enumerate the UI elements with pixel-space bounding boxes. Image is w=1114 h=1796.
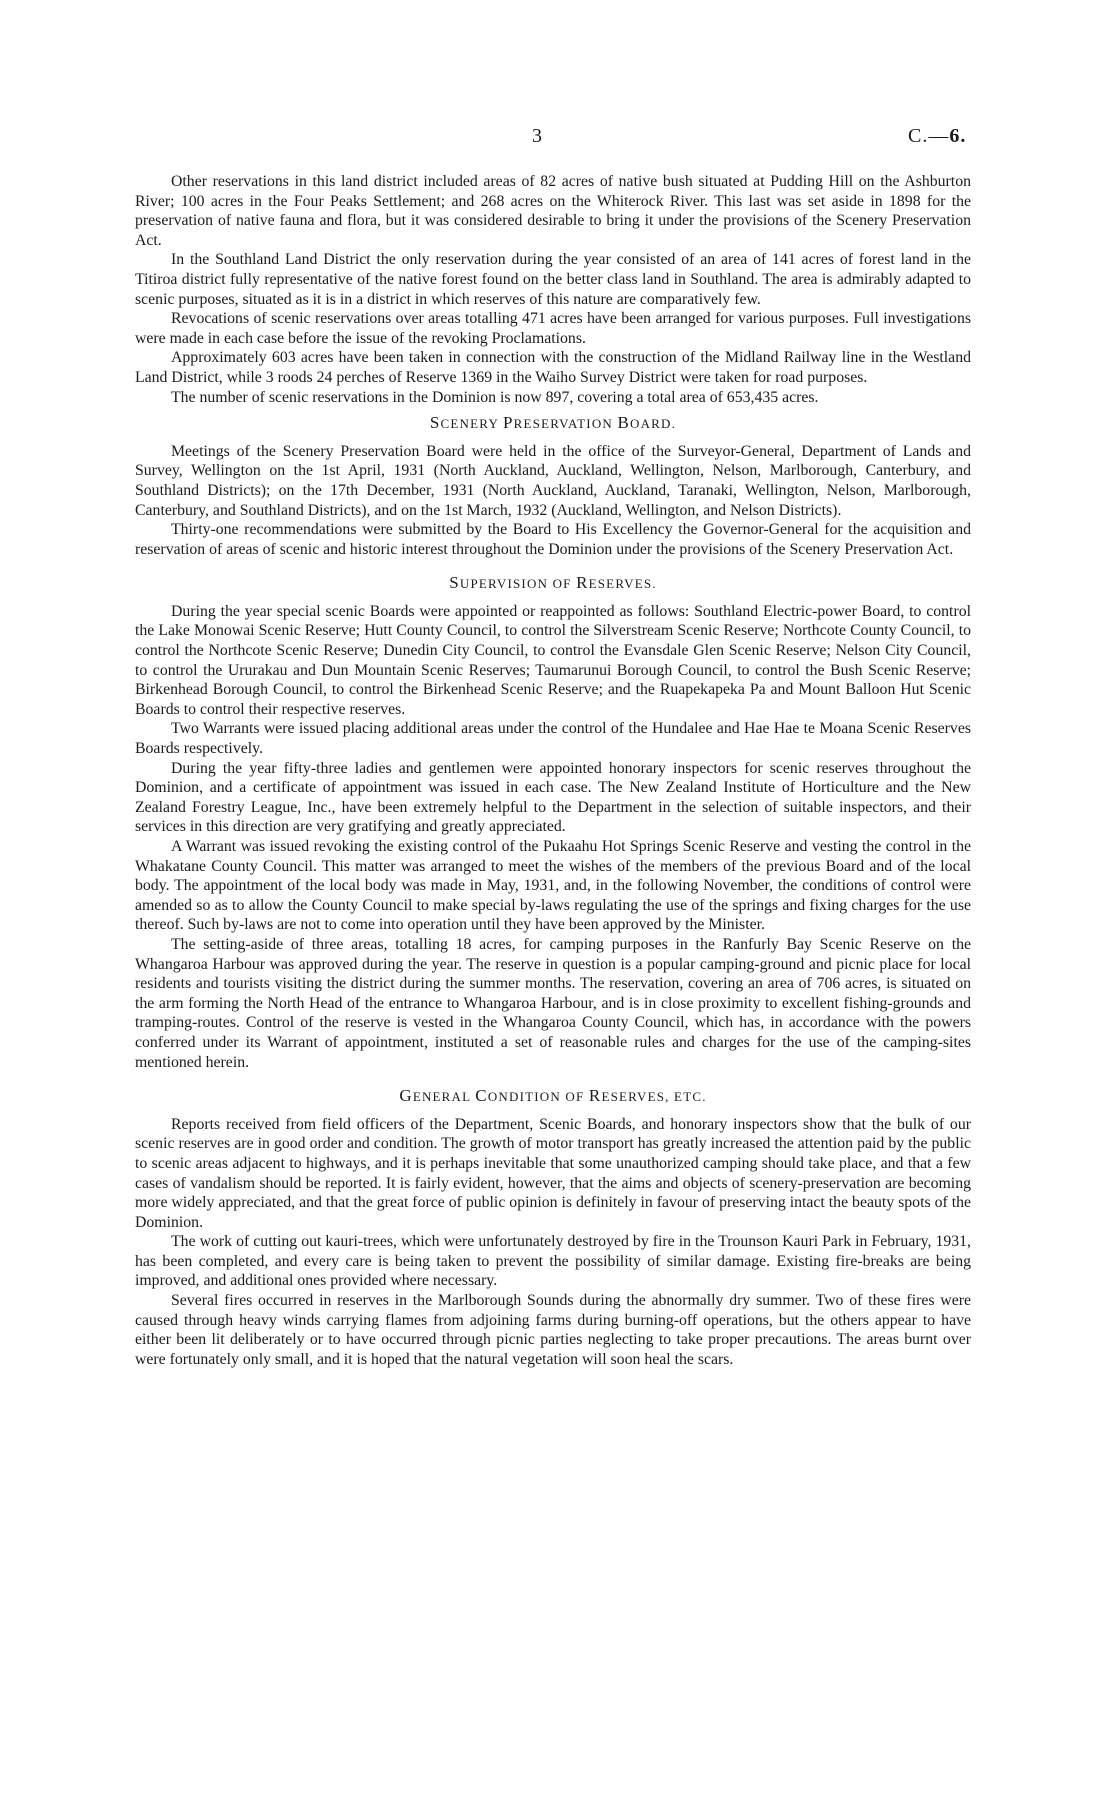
body-paragraph: The number of scenic reservations in the Dominion is now 897, covering a total area of 653,435 acres. xyxy=(171,388,819,406)
body-paragraph: Other reservations in this land district included areas of 82 acres of native bush situated at Pudding Hill on the Ashburton River; 100 acres in the Four Peaks Settlement; and 268 acres on the Whiterock River. This last was set aside in 1898 for the preservation of native fauna and flora, but it was considered desirable to bring it under the provisions of the Scenery Preservation Act. xyxy=(135,173,971,249)
page-number: 3 xyxy=(532,125,542,147)
body-paragraph: A Warrant was issued revoking the existing control of the Pukaahu Hot Springs Scenic Reserve and vesting the control in the Whakatane County Council. This matter was arranged to meet the wishes of the members of the previous Board and of the local body. The appointment of the local body was made in May, 1931, and, in the following November, the conditions of control were amended so as to allow the County Council to make special by-laws regulating the use of the springs and fixing charges for the use thereof. Such by-laws are not to come into operation until they have been approved by the Minister. xyxy=(135,838,971,934)
document-reference xyxy=(908,125,966,148)
body-paragraph: The setting-aside of three areas, totalling 18 acres, for camping purposes in the Ranfurly Bay Scenic Reserve on the Whangaroa Harbour was approved during the year. The reserve in question is a popular camping-ground and picnic place for local residents and tourists visiting the district during the summer months. The reservation, covering an area of 706 acres, is situated on the arm forming the North Head of the entrance to Whangaroa Harbour, and is in close proximity to excellent fishing-grounds and tramping-routes. Control of the reserve is vested in the Whangaroa County Council, which has, in accordance with the powers conferred under its Warrant of appointment, instituted a set of reasonable rules and charges for the use of the camping-sites mentioned herein. xyxy=(135,935,971,1071)
section-heading: SCENERY PRESERVATION BOARD. xyxy=(429,413,677,433)
section-heading: GENERAL CONDITION OF RESERVES, ETC. xyxy=(399,1086,707,1106)
body-paragraph: Revocations of scenic reservations over areas totalling 471 acres have been arranged for various purposes. Full investigations were made in each case before the issue of the revoking Proclamations. xyxy=(135,310,971,347)
body-paragraph: Reports received from field officers of the Department, Scenic Boards, and honorary inspectors show that the bulk of our scenic reserves are in good order and condition. The growth of motor transport has greatly increased the attention paid by the public to scenic areas adjacent to highways, and it is perhaps inevitable that some unauthorized camping should take place, and that a few cases of vandalism should be reported. It is fairly evident, however, that the aims and objects of scenery-preservation are becoming more widely appreciated, and that the great force of public opinion is definitely in favour of preserving intact the beauty spots of the Dominion. xyxy=(135,1115,971,1231)
body-paragraph: During the year special scenic Boards were appointed or reappointed as follows: Southland Electric-power Board, to control the Lake Monowai Scenic Reserve; Hutt County Council, to control the Silverstream Scenic Reserve; Northcote County Council, to control the Northcote Scenic Reserve; Dunedin City Council, to control the Evansdale Glen Scenic Reserve; Nelson City Council, to control the Ururakau and Dun Mountain Scenic Reserves; Taumarunui Borough Council, to control the Bush Scenic Reserve; Birkenhead Borough Council, to control the Birkenhead Scenic Reserve; and the Ruapekapeka Pa and Mount Balloon Hut Scenic Boards to control their respective reserves. xyxy=(135,602,971,718)
section-heading: SUPERVISION OF RESERVES. xyxy=(449,573,657,593)
body-paragraph: Meetings of the Scenery Preservation Board were held in the office of the Surveyor-General, Department of Lands and Survey, Wellington on the 1st April, 1931 (North Auckland, Auckland, Wellington, Nelson, Marlborough, Canterbury, and Southland Districts); on the 17th December, 1931 (North Auckland, Auckland, Taranaki, Wellington, Nelson, Marlborough, Canterbury, and Southland Districts), and on the 1st March, 1932 (Auckland, Wellington, and Nelson Districts). xyxy=(135,442,971,519)
body-paragraph: The work of cutting out kauri-trees, which were unfortunately destroyed by fire in the Trounson Kauri Park in February, 1931, has been completed, and every care is being taken to prevent the possibility of similar damage. Existing fire-breaks are being improved, and additional ones provided where necessary. xyxy=(135,1233,971,1290)
body-paragraph: Approximately 603 acres have been taken in connection with the construction of the Midland Railway line in the Westland Land District, while 3 roods 24 perches of Reserve 1369 in the Waiho Survey District were taken for road purposes. xyxy=(135,349,971,386)
body-paragraph: Two Warrants were issued placing additional areas under the control of the Hundalee and Hae Hae te Moana Scenic Reserves Boards respectively. xyxy=(135,720,971,758)
doc-ref-number: 6. xyxy=(949,125,967,147)
doc-ref-prefix: C.— xyxy=(908,125,950,147)
body-paragraph: Several fires occurred in reserves in the Marlborough Sounds during the abnormally dry summer. Two of these fires were caused through heavy winds carrying flames from adjoining farms during burning-off operations, but the others appear to have either been lit deliberately or to have occurred through picnic parties neglecting to take proper precautions. The areas burnt over were fortunately only small, and it is hoped that the natural vegetation will soon heal the scars. xyxy=(135,1292,971,1368)
page-header xyxy=(0,125,1114,149)
body-paragraph: In the Southland Land District the only reservation during the year consisted of an area of 141 acres of forest land in the Titiroa district fully representative of the native forest found on the better class land in Southland. The area is admirably adapted to scenic purposes, situated as it is in a district in which reserves of this nature are comparatively few. xyxy=(135,251,971,308)
document-body xyxy=(135,172,971,1369)
body-paragraph: Thirty-one recommendations were submitted by the Board to His Excellency the Governor-General for the acquisition and reservation of areas of scenic and historic interest throughout the Dominion under the provisions of the Scenery Preservation Act. xyxy=(135,521,971,558)
body-paragraph: During the year fifty-three ladies and gentlemen were appointed honorary inspectors for scenic reserves throughout the Dominion, and a certificate of appointment was issued in each case. The New Zealand Institute of Horticulture and the New Zealand Forestry League, Inc., have been extremely helpful to the Department in the selection of suitable inspectors, and their services in this direction are very gratifying and greatly appreciated. xyxy=(135,759,971,836)
